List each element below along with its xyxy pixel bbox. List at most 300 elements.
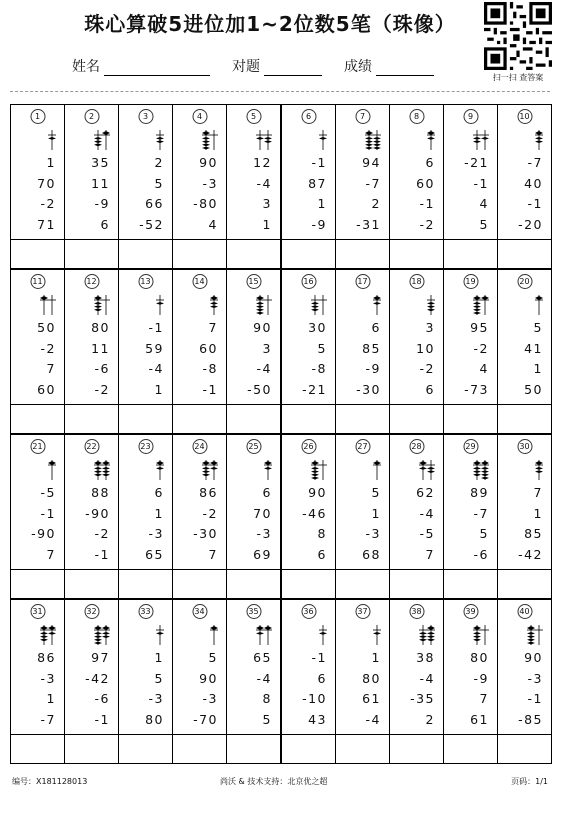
problem-cell <box>227 600 282 763</box>
answer-box[interactable] <box>282 239 335 240</box>
addend-value: 90 <box>524 650 543 665</box>
abacus-bead-icon <box>363 294 383 316</box>
abacus-bead-icon <box>471 294 491 316</box>
problem-number: 28 <box>409 439 424 454</box>
problem-cell <box>119 600 173 763</box>
addend-value: 50 <box>524 381 543 397</box>
abacus-bead-icon <box>471 459 491 481</box>
abacus-bead-icon <box>92 459 112 481</box>
addend-value: -42 <box>85 670 110 686</box>
addend-list <box>247 318 272 400</box>
addend-value: -8 <box>311 361 327 376</box>
addend-list <box>356 318 381 400</box>
answer-box[interactable] <box>336 404 389 405</box>
problem-cell <box>444 270 498 433</box>
correct-count-blank[interactable] <box>264 60 322 76</box>
name-label: 姓名 <box>72 59 100 75</box>
addend-value: -9 <box>473 670 489 686</box>
problem-number: 19 <box>463 274 478 289</box>
problem-number: 35 <box>246 604 261 619</box>
addend-value: 7 <box>208 320 218 335</box>
abacus-bead-icon <box>525 459 545 481</box>
addend-list <box>145 318 164 400</box>
addend-value: 7 <box>46 546 56 562</box>
answer-box[interactable] <box>65 404 118 405</box>
abacus-bead-icon <box>525 294 545 316</box>
addend-value: 3 <box>425 320 435 335</box>
addend-value: -6 <box>94 361 110 376</box>
abacus-bead-icon <box>254 294 274 316</box>
addend-list <box>302 483 327 565</box>
addend-value: -4 <box>148 361 164 376</box>
addend-value: 5 <box>208 650 218 665</box>
problem-number: 31 <box>30 604 45 619</box>
answer-box[interactable] <box>227 404 280 405</box>
addend-value: 6 <box>317 546 327 562</box>
abacus-bead-icon <box>38 129 58 151</box>
problem-number: 33 <box>138 604 153 619</box>
addend-value: 90 <box>253 320 272 335</box>
addend-value: 94 <box>362 155 381 170</box>
answer-box[interactable] <box>119 239 172 240</box>
problem-cell <box>11 105 65 268</box>
addend-value: -3 <box>202 691 218 706</box>
addend-value: 65 <box>253 650 272 665</box>
addend-value: 60 <box>37 381 56 397</box>
addend-value: -46 <box>302 505 327 521</box>
addend-value: -70 <box>193 711 218 727</box>
abacus-bead-icon <box>471 129 491 151</box>
answer-box[interactable] <box>282 569 335 570</box>
addend-list <box>356 153 381 235</box>
addend-value: 30 <box>308 320 327 335</box>
addend-value: -3 <box>365 526 381 541</box>
problem-number: 1 <box>30 109 45 124</box>
problem-number: 11 <box>30 274 45 289</box>
addend-value: 69 <box>253 546 272 562</box>
abacus-bead-icon <box>146 624 166 646</box>
cut-line-divider <box>10 91 550 92</box>
addend-value: -4 <box>365 711 381 727</box>
abacus-bead-icon <box>309 459 329 481</box>
problem-cell <box>336 435 390 598</box>
addend-value: -2 <box>419 361 435 376</box>
problem-cell <box>65 435 119 598</box>
abacus-bead-icon <box>38 294 58 316</box>
addend-value: 80 <box>362 670 381 686</box>
addend-value: 5 <box>479 526 489 541</box>
addend-list <box>416 483 435 565</box>
addend-list <box>31 483 56 565</box>
addend-value: 41 <box>524 340 543 356</box>
abacus-bead-icon <box>254 129 274 151</box>
addend-list <box>85 648 110 730</box>
problem-cell <box>336 270 390 433</box>
answer-box[interactable] <box>282 404 335 405</box>
worksheet-title: 珠心算破5进位加1~2位数5笔（珠像） <box>84 12 456 36</box>
addend-list <box>193 483 218 565</box>
problem-number: 18 <box>409 274 424 289</box>
addend-value: 90 <box>308 485 327 500</box>
addend-list <box>410 648 435 730</box>
problem-number: 6 <box>301 109 316 124</box>
addend-value: 70 <box>253 505 272 521</box>
problem-cell <box>336 105 390 268</box>
support-credit: 尚沃 & 技术支持：北京优之超 <box>220 777 328 786</box>
addend-value: -3 <box>40 670 56 686</box>
addend-value: 4 <box>479 361 489 376</box>
name-field[interactable] <box>72 56 210 76</box>
addend-value: -1 <box>311 650 327 665</box>
addend-value: 80 <box>470 650 489 665</box>
answer-box[interactable] <box>390 734 443 735</box>
answer-box[interactable] <box>336 734 389 735</box>
addend-value: 1 <box>371 505 381 521</box>
addend-value: -21 <box>464 155 489 170</box>
answer-box[interactable] <box>119 404 172 405</box>
answer-box[interactable] <box>119 569 172 570</box>
problem-number: 40 <box>517 604 532 619</box>
addend-list <box>91 318 110 400</box>
addend-list <box>416 318 435 400</box>
addend-value: -52 <box>139 216 164 232</box>
abacus-bead-icon <box>146 294 166 316</box>
name-blank[interactable] <box>104 60 210 76</box>
addend-value: 10 <box>416 340 435 356</box>
answer-box[interactable] <box>173 734 226 735</box>
answer-box[interactable] <box>390 404 443 405</box>
addend-value: 1 <box>533 361 543 376</box>
abacus-bead-icon <box>417 294 437 316</box>
addend-value: 5 <box>262 711 272 727</box>
addend-value: -2 <box>40 340 56 356</box>
addend-value: -7 <box>365 175 381 191</box>
addend-value: 5 <box>479 216 489 232</box>
problem-cell <box>498 270 551 433</box>
addend-value: 80 <box>91 320 110 335</box>
addend-value: 7 <box>46 361 56 376</box>
abacus-bead-icon <box>146 459 166 481</box>
problem-cell <box>336 600 390 763</box>
addend-value: 60 <box>416 175 435 191</box>
answer-box[interactable] <box>444 734 497 735</box>
abacus-bead-icon <box>309 624 329 646</box>
abacus-bead-icon <box>38 459 58 481</box>
addend-value: 87 <box>308 175 327 191</box>
problem-cell <box>282 435 336 598</box>
addend-list <box>518 153 543 235</box>
abacus-bead-icon <box>417 129 437 151</box>
addend-value: -6 <box>473 546 489 562</box>
problem-cell <box>11 270 65 433</box>
problem-cell <box>444 435 498 598</box>
answer-box[interactable] <box>336 239 389 240</box>
problem-number: 32 <box>84 604 99 619</box>
answer-box[interactable] <box>11 734 64 735</box>
addend-value: 61 <box>362 691 381 706</box>
problem-number: 17 <box>355 274 370 289</box>
problem-cell <box>11 435 65 598</box>
problem-cell <box>65 105 119 268</box>
problem-number: 24 <box>192 439 207 454</box>
answer-box[interactable] <box>498 734 551 735</box>
problem-number: 37 <box>355 604 370 619</box>
addend-value: 12 <box>253 155 272 170</box>
addend-value: 85 <box>362 340 381 356</box>
addend-value: -1 <box>202 381 218 397</box>
addend-value: 1 <box>154 650 164 665</box>
correct-count-field[interactable] <box>232 56 322 76</box>
answer-box[interactable] <box>498 404 551 405</box>
abacus-bead-icon <box>309 129 329 151</box>
abacus-bead-icon <box>146 129 166 151</box>
problem-cell <box>498 435 551 598</box>
addend-value: 7 <box>208 546 218 562</box>
score-blank[interactable] <box>376 60 434 76</box>
answer-box[interactable] <box>282 734 335 735</box>
problem-number: 15 <box>246 274 261 289</box>
problem-section <box>11 105 551 270</box>
problem-number: 4 <box>192 109 207 124</box>
problem-number: 22 <box>84 439 99 454</box>
abacus-bead-icon <box>363 624 383 646</box>
addend-list <box>464 153 489 235</box>
addend-list <box>85 483 110 565</box>
answer-box[interactable] <box>11 404 64 405</box>
addend-list <box>193 153 218 235</box>
problem-cell <box>173 435 227 598</box>
problem-number: 27 <box>355 439 370 454</box>
addend-value: -1 <box>311 155 327 170</box>
answer-box[interactable] <box>227 734 280 735</box>
addend-list <box>37 153 56 235</box>
abacus-bead-icon <box>200 624 220 646</box>
addend-value: 1 <box>46 691 56 706</box>
addend-value: -2 <box>94 526 110 541</box>
addend-value: -42 <box>518 546 543 562</box>
addend-value: -2 <box>40 196 56 211</box>
addend-value: 80 <box>145 711 164 727</box>
abacus-bead-icon <box>92 294 112 316</box>
addend-list <box>524 318 543 400</box>
problem-cell <box>173 270 227 433</box>
addend-value: 59 <box>145 340 164 356</box>
problem-number: 34 <box>192 604 207 619</box>
problem-cell <box>173 600 227 763</box>
addend-value: -31 <box>356 216 381 232</box>
problem-number: 26 <box>301 439 316 454</box>
addend-value: 43 <box>308 711 327 727</box>
addend-value: 7 <box>479 691 489 706</box>
addend-value: 1 <box>46 155 56 170</box>
addend-value: -4 <box>256 175 272 191</box>
abacus-bead-icon <box>363 459 383 481</box>
addend-value: 6 <box>425 155 435 170</box>
answer-box[interactable] <box>498 239 551 240</box>
addend-value: 1 <box>154 381 164 397</box>
answer-box[interactable] <box>119 734 172 735</box>
addend-value: 6 <box>154 485 164 500</box>
addend-value: 11 <box>91 340 110 356</box>
addend-value: 11 <box>91 175 110 191</box>
answer-box[interactable] <box>65 569 118 570</box>
addend-list <box>199 318 218 400</box>
problem-cell <box>390 105 444 268</box>
answer-box[interactable] <box>390 239 443 240</box>
addend-list <box>308 153 327 235</box>
problem-number: 13 <box>138 274 153 289</box>
addend-value: 86 <box>37 650 56 665</box>
problem-cell <box>227 105 282 268</box>
addend-value: 2 <box>425 711 435 727</box>
answer-box[interactable] <box>65 734 118 735</box>
answer-box[interactable] <box>444 239 497 240</box>
addend-value: -50 <box>247 381 272 397</box>
addend-list <box>470 648 489 730</box>
addend-value: -7 <box>473 505 489 521</box>
problem-number: 39 <box>463 604 478 619</box>
problem-number: 36 <box>301 604 316 619</box>
addend-value: -9 <box>311 216 327 232</box>
problem-cell <box>498 600 551 763</box>
answer-box[interactable] <box>444 404 497 405</box>
addend-value: 4 <box>208 216 218 232</box>
addend-list <box>193 648 218 730</box>
problem-number: 20 <box>517 274 532 289</box>
addend-list <box>91 153 110 235</box>
addend-value: 6 <box>317 670 327 686</box>
problem-cell <box>65 270 119 433</box>
addend-list <box>464 318 489 400</box>
abacus-bead-icon <box>525 129 545 151</box>
problem-cell <box>390 270 444 433</box>
addend-value: 5 <box>154 175 164 191</box>
problem-cell <box>498 105 551 268</box>
addend-value: 1 <box>371 650 381 665</box>
problem-grid <box>10 104 552 764</box>
problem-cell <box>282 270 336 433</box>
addend-value: -3 <box>527 670 543 686</box>
problem-number: 8 <box>409 109 424 124</box>
addend-value: -4 <box>256 361 272 376</box>
score-label: 成绩 <box>344 59 372 75</box>
addend-value: -5 <box>419 526 435 541</box>
problem-number: 7 <box>355 109 370 124</box>
addend-value: 40 <box>524 175 543 191</box>
addend-value: -85 <box>518 711 543 727</box>
addend-value: -73 <box>464 381 489 397</box>
problem-cell <box>390 600 444 763</box>
addend-value: 2 <box>371 196 381 211</box>
abacus-bead-icon <box>200 129 220 151</box>
answer-box[interactable] <box>227 239 280 240</box>
addend-value: 66 <box>145 196 164 211</box>
answer-box[interactable] <box>498 569 551 570</box>
addend-value: 86 <box>199 485 218 500</box>
abacus-bead-icon <box>254 459 274 481</box>
abacus-bead-icon <box>200 294 220 316</box>
addend-value: 6 <box>425 381 435 397</box>
page-number: 页码：1/1 <box>511 777 548 786</box>
problem-number: 9 <box>463 109 478 124</box>
problem-number: 10 <box>517 109 532 124</box>
addend-value: 90 <box>199 155 218 170</box>
addend-value: 3 <box>262 340 272 356</box>
addend-value: 6 <box>371 320 381 335</box>
answer-box[interactable] <box>444 569 497 570</box>
problem-cell <box>119 105 173 268</box>
addend-value: 89 <box>470 485 489 500</box>
problem-number: 38 <box>409 604 424 619</box>
addend-value: -3 <box>148 691 164 706</box>
student-info-fields <box>72 56 456 76</box>
addend-list <box>518 483 543 565</box>
addend-list <box>302 648 327 730</box>
answer-box[interactable] <box>173 404 226 405</box>
addend-value: -2 <box>473 340 489 356</box>
addend-value: 6 <box>262 485 272 500</box>
problem-number: 12 <box>84 274 99 289</box>
addend-value: 85 <box>524 526 543 541</box>
addend-value: -1 <box>473 175 489 191</box>
addend-value: 62 <box>416 485 435 500</box>
abacus-bead-icon <box>254 624 274 646</box>
addend-value: 68 <box>362 546 381 562</box>
problem-number: 14 <box>192 274 207 289</box>
addend-value: -1 <box>419 196 435 211</box>
answer-box[interactable] <box>65 239 118 240</box>
answer-box[interactable] <box>173 569 226 570</box>
addend-value: 5 <box>154 670 164 686</box>
addend-value: 6 <box>100 216 110 232</box>
addend-value: -10 <box>302 691 327 706</box>
abacus-bead-icon <box>525 624 545 646</box>
addend-value: -7 <box>40 711 56 727</box>
correct-count-label: 对题 <box>232 59 260 75</box>
addend-value: 35 <box>91 155 110 170</box>
qr-code-image <box>482 2 554 70</box>
abacus-bead-icon <box>471 624 491 646</box>
answer-box[interactable] <box>173 239 226 240</box>
addend-value: -1 <box>40 505 56 521</box>
addend-list <box>362 648 381 730</box>
addend-list <box>145 648 164 730</box>
problem-number: 25 <box>246 439 261 454</box>
problem-cell <box>282 105 336 268</box>
addend-value: 1 <box>317 196 327 211</box>
answer-box[interactable] <box>227 569 280 570</box>
answer-box[interactable] <box>336 569 389 570</box>
answer-box[interactable] <box>390 569 443 570</box>
answer-box[interactable] <box>11 569 64 570</box>
addend-value: -9 <box>365 361 381 376</box>
abacus-bead-icon <box>92 129 112 151</box>
problem-cell <box>444 600 498 763</box>
problem-cell <box>173 105 227 268</box>
problem-number: 29 <box>463 439 478 454</box>
addend-value: 7 <box>533 485 543 500</box>
score-field[interactable] <box>344 56 434 76</box>
answer-box[interactable] <box>11 239 64 240</box>
addend-value: 1 <box>154 505 164 521</box>
addend-list <box>302 318 327 400</box>
addend-value: -30 <box>356 381 381 397</box>
problem-cell <box>119 270 173 433</box>
addend-value: 60 <box>199 340 218 356</box>
addend-value: -80 <box>193 196 218 211</box>
addend-list <box>362 483 381 565</box>
addend-value: 3 <box>262 196 272 211</box>
